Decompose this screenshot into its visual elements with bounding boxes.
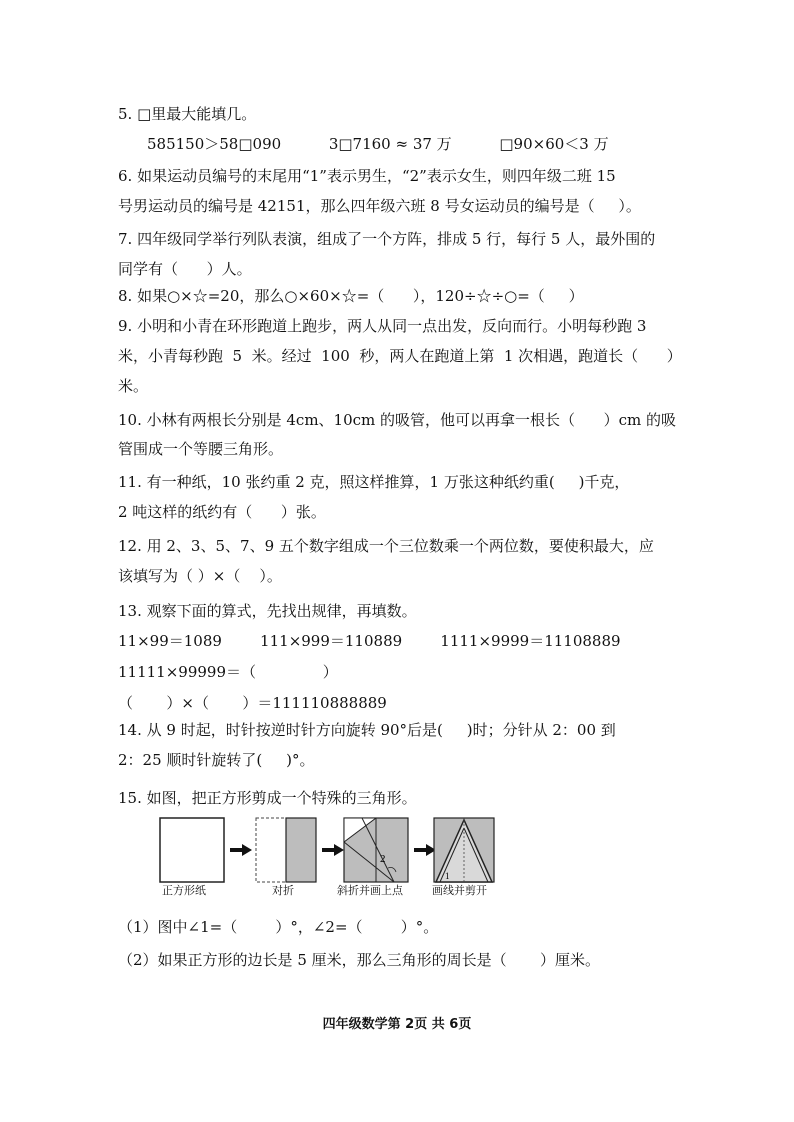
angle-2-label: 2 bbox=[380, 853, 386, 865]
q7-line2: 同学有（ ）人。 bbox=[118, 260, 252, 278]
q9-line3: 米。 bbox=[118, 377, 149, 395]
q10-line2: 管围成一个等腰三角形。 bbox=[118, 440, 284, 458]
square-paper bbox=[160, 818, 224, 882]
q8: 8. 如果○×☆=20，那么○×60×☆=（ ），120÷☆÷○=（ ） bbox=[118, 287, 584, 305]
q9-line1: 9. 小明和小青在环形跑道上跑步，两人从同一点出发，反向而行。小明每秒跑 3 bbox=[118, 317, 647, 335]
folded-left-half bbox=[256, 818, 286, 882]
q13-line2: 11111×99999＝（ ） bbox=[118, 663, 338, 681]
q13-line1: 11×99＝1089 111×999＝110889 1111×9999＝11108889 bbox=[118, 632, 621, 650]
arrow-right-icon bbox=[334, 844, 344, 856]
q14-line2: 2：25 顺时针旋转了( )°。 bbox=[118, 751, 315, 769]
q10-line1: 10. 小林有两根长分别是 4cm、10cm 的吸管，他可以再拿一根长（ ）cm 的吸 bbox=[118, 411, 677, 429]
q13-title: 13. 观察下面的算式，先找出规律，再填数。 bbox=[118, 602, 417, 620]
q5-title: 5. □里最大能填几。 bbox=[118, 105, 257, 123]
folded-right-half bbox=[286, 818, 316, 882]
q6-line1: 6. 如果运动员编号的末尾用“1”表示男生，“2”表示女生，则四年级二班 15 bbox=[118, 167, 616, 185]
q7-line1: 7. 四年级同学举行列队表演，组成了一个方阵，排成 5 行，每行 5 人，最外围的 bbox=[118, 230, 656, 248]
q11-line1: 11. 有一种纸，10 张约重 2 克，照这样推算，1 万张这种纸约重( )千克， bbox=[118, 473, 630, 491]
page-footer: 四年级数学第 2页 共 6页 bbox=[322, 1017, 472, 1032]
q5-items: 585150＞58□090 3□7160 ≈ 37 万 □90×60＜3 万 bbox=[147, 135, 609, 153]
caption-square-paper: 正方形纸 bbox=[162, 884, 206, 897]
q9-line2: 米，小青每秒跑 5 米。经过 100 秒，两人在跑道上第 1 次相遇，跑道长（ ） bbox=[118, 347, 682, 365]
q13-line3: （ ）×（ ）＝111110888889 bbox=[118, 694, 387, 712]
q11-line2: 2 吨这样的纸约有（ ）张。 bbox=[118, 503, 326, 521]
q12-line2: 该填写为（ ）×（ ）。 bbox=[118, 567, 282, 585]
q14-line1: 14. 从 9 时起，时针按逆时针方向旋转 90°后是( )时；分针从 2：00 到 bbox=[118, 721, 616, 739]
caption-fold-half: 对折 bbox=[272, 884, 294, 897]
caption-draw-cut: 画线并剪开 bbox=[432, 884, 487, 897]
angle-1-label: 1 bbox=[445, 871, 450, 881]
q15-sub1: （1）图中∠1=（ ）°，∠2=（ ）°。 bbox=[118, 918, 439, 936]
q6-line2: 号男运动员的编号是 42151，那么四年级六班 8 号女运动员的编号是（ ）。 bbox=[118, 197, 641, 215]
q15-sub2: （2）如果正方形的边长是 5 厘米，那么三角形的周长是（ ）厘米。 bbox=[118, 951, 601, 969]
q15-title: 15. 如图，把正方形剪成一个特殊的三角形。 bbox=[118, 789, 417, 807]
arrow-right-icon bbox=[242, 844, 252, 856]
q12-line1: 12. 用 2、3、5、7、9 五个数字组成一个三位数乘一个两位数，要使积最大，应 bbox=[118, 537, 654, 555]
caption-oblique-fold: 斜折并画上点 bbox=[337, 884, 403, 897]
